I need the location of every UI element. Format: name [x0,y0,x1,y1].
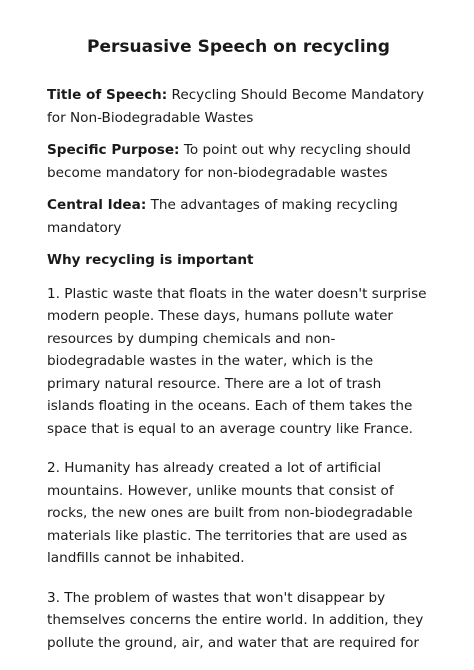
paragraph-3: 3. The problem of wastes that won't disappear by themselves concerns the entire world. In addition, they pollute the ground, air, and water that are required for [47,589,424,651]
document-title: Persuasive Speech on recycling [87,37,390,57]
speech-title-text: Recycling Should Become Mandatory for Non-Biodegradable Wastes [47,87,425,126]
central-idea-text: The advantages of making recycling mandatory [47,197,398,236]
speech-title-field [47,84,430,129]
central-idea-field [47,194,430,239]
specific-purpose-label: Specific Purpose: [47,142,180,158]
paragraph-1: 1. Plastic waste that floats in the water doesn't surprise modern people. These days, humans pollute water resources by dumping chemicals and non-biodegradable wastes in the water, which is the primary natural resource. There are a lot of trash islands floating in the oceans. Each of them takes the space that is equal to an average country like France. [47,285,427,437]
specific-purpose-field [47,139,430,184]
speech-title-label: Title of Speech: [47,87,168,103]
paragraph-2: 2. Humanity has already created a lot of artificial mountains. However, unlike mounts that consist of rocks, the new ones are built from non-biodegradable materials like plastic. The territories that are used as landfills cannot be inhabited. [47,460,413,566]
central-idea-label: Central Idea: [47,197,147,213]
section-heading: Why recycling is important [47,252,254,268]
specific-purpose-text: To point out why recycling should become mandatory for non-biodegradable wastes [47,142,411,181]
